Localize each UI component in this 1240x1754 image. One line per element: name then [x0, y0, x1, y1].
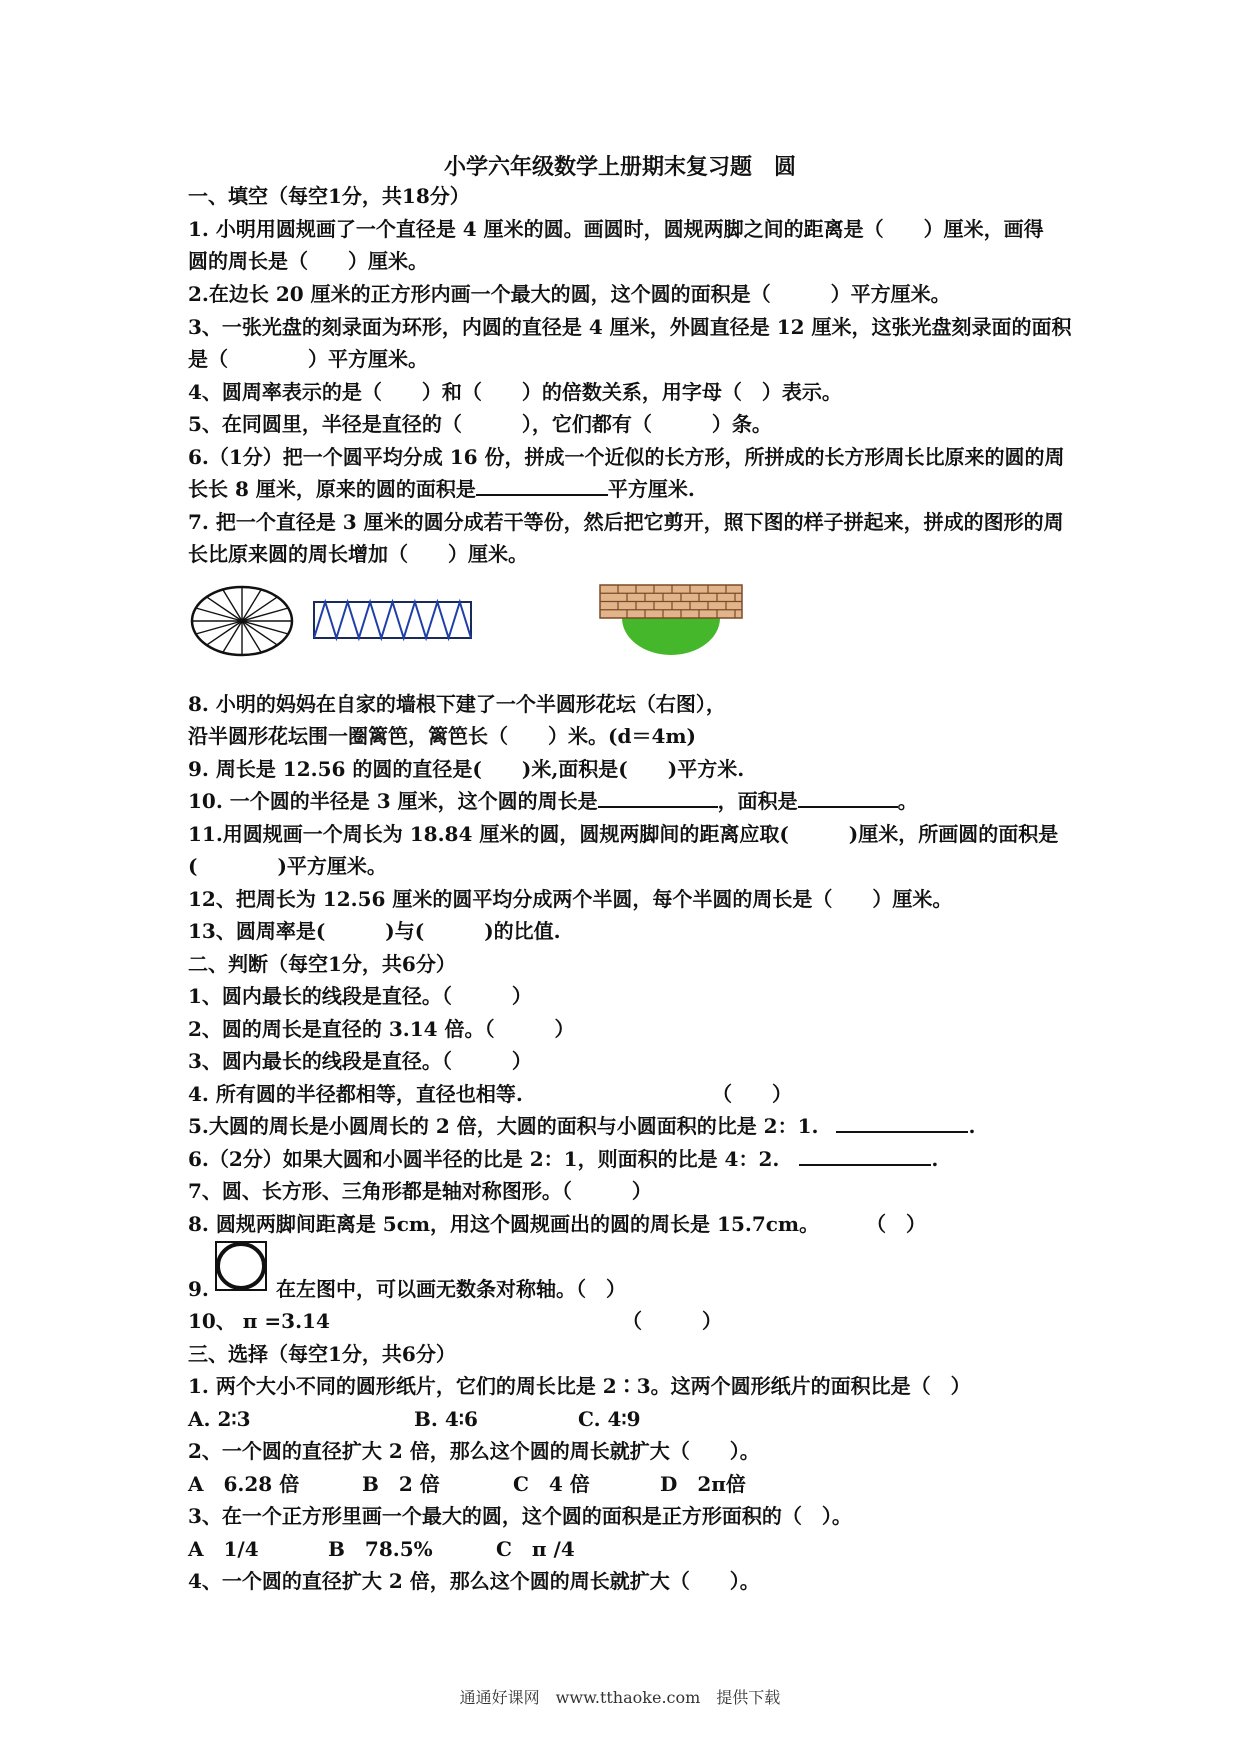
choice-2-option-d: D 2π倍 — [660, 1472, 746, 1496]
inscribed-circle — [218, 1244, 264, 1288]
choice-2-option-b: B 2 倍 — [362, 1472, 440, 1496]
fill-item-7a: 7. 把一个直径是 3 厘米的圆分成若干等份，然后把它剪开，照下图的样子拼起来，拼成的图形的周 — [188, 510, 1064, 534]
fill-item-5: 5、在同圆里，半径是直径的（ ），它们都有（ ）条。 — [188, 412, 772, 436]
fill-item-10-end: 。 — [897, 789, 918, 813]
section-choice-heading: 三、选择（每空1分，共6分） — [188, 1342, 456, 1366]
judge-item-9-text: 在左图中，可以画无数条对称轴。（ ） — [276, 1277, 626, 1301]
sector-line — [242, 597, 277, 621]
choice-item-4: 4、一个圆的直径扩大 2 倍，那么这个圆的周长就扩大（ ）。 — [188, 1569, 760, 1593]
fill-item-2: 2.在边长 20 厘米的正方形内画一个最大的圆，这个圆的面积是（ ）平方厘米。 — [188, 282, 951, 306]
section-judge-heading: 二、判断（每空1分，共6分） — [188, 952, 456, 976]
fill-item-10 — [188, 785, 918, 817]
choice-1-option-a: A. 2∶3 — [188, 1407, 251, 1431]
judge-item-9-number: 9. — [188, 1277, 209, 1301]
choice-3-option-b: B 78.5% — [328, 1537, 433, 1561]
judge-item-10-answer: （ ） — [622, 1309, 722, 1333]
judge-item-4: 4. 所有圆的半径都相等，直径也相等. — [188, 1082, 523, 1106]
strip-zigzag — [314, 602, 471, 638]
choice-item-2: 2、一个圆的直径扩大 2 倍，那么这个圆的周长就扩大（ ）。 — [188, 1439, 760, 1463]
judge-item-7: 7、圆、长方形、三角形都是轴对称图形。（ ） — [188, 1179, 652, 1203]
fill-item-10-mid: ，面积是 — [717, 789, 798, 813]
square-circle-figure — [214, 1240, 270, 1296]
judge-item-3: 3、圆内最长的线段是直径。（ ） — [188, 1049, 532, 1073]
sector-line — [242, 621, 277, 645]
fill-item-6b-unit: 平方厘米. — [607, 477, 695, 501]
fill-item-8b: 沿半圆形花坛围一圈篱笆，篱笆长（ ）米。(d＝4m) — [188, 724, 696, 748]
judge-item-6-end: . — [931, 1147, 939, 1171]
answer-blank[interactable] — [799, 1144, 931, 1166]
sector-line — [207, 621, 242, 645]
fill-item-6b-text: 长长 8 厘米，原来的圆的面积是 — [188, 477, 476, 501]
judge-item-2: 2、圆的周长是直径的 3.14 倍。（ ） — [188, 1017, 575, 1041]
answer-blank[interactable] — [798, 786, 898, 808]
choice-item-3: 3、在一个正方形里画一个最大的圆，这个圆的面积是正方形面积的（ ）。 — [188, 1504, 852, 1528]
sector-line — [207, 597, 242, 621]
choice-1-option-c: C. 4∶9 — [578, 1407, 641, 1431]
fill-item-7b: 长比原来圆的周长增加（ ）厘米。 — [188, 542, 528, 566]
fill-item-10-text: 10. 一个圆的半径是 3 厘米，这个圆的周长是 — [188, 789, 598, 813]
fill-item-4: 4、圆周率表示的是（ ）和（ ）的倍数关系，用字母（ ）表示。 — [188, 380, 842, 404]
choice-2-option-a: A 6.28 倍 — [188, 1472, 300, 1496]
footer-credit: 通通好课网 www.tthaoke.com 提供下载 — [459, 1688, 781, 1707]
fill-item-1b: 圆的周长是（ ）厘米。 — [188, 249, 428, 273]
choice-3-option-c: C π /4 — [496, 1537, 575, 1561]
judge-item-5-end: . — [968, 1114, 976, 1138]
choice-3-option-a: A 1/4 — [188, 1537, 259, 1561]
answer-blank[interactable] — [836, 1111, 968, 1133]
fill-item-11b: ( )平方厘米。 — [188, 854, 387, 878]
fill-item-6a: 6.（1分）把一个圆平均分成 16 份，拼成一个近似的长方形，所拼成的长方形周长比原来的圆的周 — [188, 445, 1065, 469]
fill-item-9: 9. 周长是 12.56 的圆的直径是( )米,面积是( )平方米. — [188, 757, 745, 781]
choice-item-1: 1. 两个大小不同的圆形纸片，它们的周长比是 2∶3。这两个圆形纸片的面积比是（ ） — [188, 1374, 971, 1398]
fill-item-1a: 1. 小明用圆规画了一个直径是 4 厘米的圆。画圆时，圆规两脚之间的距离是（ ）厘米，画得 — [188, 217, 1044, 241]
judge-item-5 — [188, 1110, 975, 1142]
choice-2-option-c: C 4 倍 — [513, 1472, 590, 1496]
semicircle-garden — [622, 618, 720, 655]
fill-item-11a: 11.用圆规画一个周长为 18.84 厘米的圆，圆规两脚间的距离应取( )厘米，所画圆的面积是 — [188, 822, 1059, 846]
fill-item-3b: 是（ ）平方厘米。 — [188, 347, 428, 371]
judge-item-1: 1、圆内最长的线段是直径。（ ） — [188, 984, 532, 1008]
judge-item-10: 10、 π =3.14 — [188, 1309, 330, 1333]
judge-item-4-answer: （ ） — [712, 1082, 792, 1106]
answer-blank[interactable] — [476, 474, 608, 496]
sliced-circle-figure — [190, 585, 296, 657]
answer-blank[interactable] — [598, 786, 718, 808]
choice-1-option-b: B. 4∶6 — [414, 1407, 478, 1431]
judge-item-8-answer: （ ） — [866, 1212, 926, 1236]
judge-item-6 — [188, 1143, 938, 1175]
section-fill-heading: 一、填空（每空1分，共18分） — [188, 184, 470, 208]
fill-item-8a: 8. 小明的妈妈在自家的墙根下建了一个半圆形花坛（右图）， — [188, 692, 726, 716]
fill-item-13: 13、圆周率是( )与( )的比值. — [188, 919, 561, 943]
judge-item-5-text: 5.大圆的周长是小圆周长的 2 倍，大圆的面积与小圆面积的比是 2：1. — [188, 1114, 819, 1138]
wall-garden-figure — [598, 583, 744, 658]
rearranged-strip-figure — [312, 598, 474, 642]
judge-item-6-text: 6.（2分）如果大圆和小圆半径的比是 2：1，则面积的比是 4：2. — [188, 1147, 780, 1171]
judge-item-8: 8. 圆规两脚间距离是 5cm，用这个圆规画出的圆的周长是 15.7cm。 — [188, 1212, 820, 1236]
fill-item-3a: 3、一张光盘的刻录面为环形，内圆的直径是 4 厘米，外圆直径是 12 厘米，这张光盘刻录面的面积 — [188, 315, 1072, 339]
fill-item-12: 12、把周长为 12.56 厘米的圆平均分成两个半圆，每个半圆的周长是（ ）厘米。 — [188, 887, 953, 911]
page-title: 小学六年级数学上册期末复习题 圆 — [443, 154, 796, 180]
fill-item-6b — [188, 473, 695, 505]
